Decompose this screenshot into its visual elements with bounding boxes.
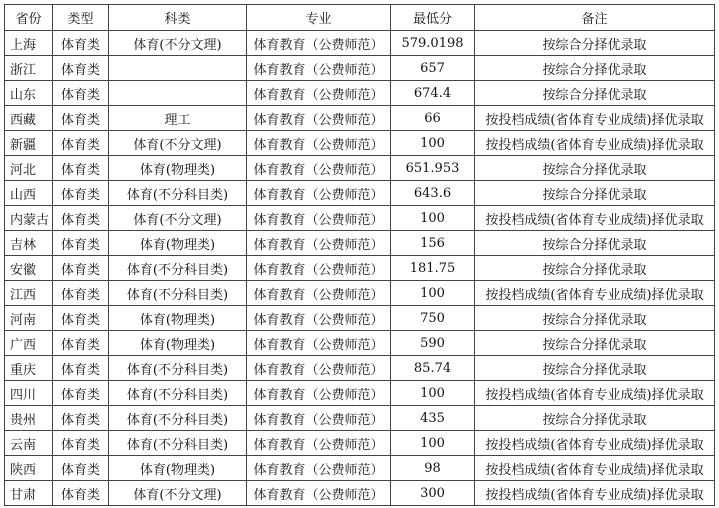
- major-cell: 体育教育（公费师范）: [247, 106, 391, 131]
- min-score-cell: 100: [391, 281, 475, 306]
- province-cell: 江西: [5, 281, 53, 306]
- major-cell: 体育教育（公费师范）: [247, 431, 391, 456]
- subject-category-cell: 体育(物理类): [109, 156, 247, 181]
- province-cell: 甘肃: [5, 481, 53, 506]
- min-score-cell: 100: [391, 431, 475, 456]
- province-cell: 上海: [5, 31, 53, 56]
- province-cell: 贵州: [5, 406, 53, 431]
- table-row: [5, 231, 715, 256]
- header-province: 省份: [5, 5, 53, 31]
- province-cell: 内蒙古: [5, 206, 53, 231]
- type-cell: 体育类: [53, 106, 109, 131]
- remarks-cell: 按综合分择优录取: [475, 81, 715, 106]
- remarks-cell: 按投档成绩(省体育专业成绩)择优录取: [475, 431, 715, 456]
- remarks-cell: 按投档成绩(省体育专业成绩)择优录取: [475, 206, 715, 231]
- table-row: [5, 356, 715, 381]
- subject-category-cell: [109, 81, 247, 106]
- min-score-cell: 435: [391, 406, 475, 431]
- table-row: [5, 456, 715, 481]
- province-cell: 重庆: [5, 356, 53, 381]
- subject-category-cell: 体育(不分科目类): [109, 431, 247, 456]
- subject-category-cell: 体育(不分科目类): [109, 256, 247, 281]
- type-cell: 体育类: [53, 331, 109, 356]
- major-cell: 体育教育（公费师范）: [247, 356, 391, 381]
- subject-category-cell: 体育(不分文理): [109, 131, 247, 156]
- major-cell: 体育教育（公费师范）: [247, 306, 391, 331]
- header-type: 类型: [53, 5, 109, 31]
- min-score-cell: 750: [391, 306, 475, 331]
- remarks-cell: 按投档成绩(省体育专业成绩)择优录取: [475, 131, 715, 156]
- major-cell: 体育教育（公费师范）: [247, 31, 391, 56]
- table-header-row: [5, 5, 715, 31]
- type-cell: 体育类: [53, 456, 109, 481]
- table-row: [5, 206, 715, 231]
- table-row: [5, 181, 715, 206]
- header-min-score: 最低分: [391, 5, 475, 31]
- subject-category-cell: 体育(物理类): [109, 456, 247, 481]
- type-cell: 体育类: [53, 181, 109, 206]
- major-cell: 体育教育（公费师范）: [247, 381, 391, 406]
- min-score-cell: 66: [391, 106, 475, 131]
- table-row: [5, 281, 715, 306]
- type-cell: 体育类: [53, 231, 109, 256]
- remarks-cell: 按综合分择优录取: [475, 256, 715, 281]
- type-cell: 体育类: [53, 406, 109, 431]
- province-cell: 河南: [5, 306, 53, 331]
- major-cell: 体育教育（公费师范）: [247, 206, 391, 231]
- remarks-cell: 按综合分择优录取: [475, 331, 715, 356]
- remarks-cell: 按综合分择优录取: [475, 231, 715, 256]
- remarks-cell: 按投档成绩(省体育专业成绩)择优录取: [475, 281, 715, 306]
- major-cell: 体育教育（公费师范）: [247, 56, 391, 81]
- major-cell: 体育教育（公费师范）: [247, 481, 391, 506]
- province-cell: 西藏: [5, 106, 53, 131]
- type-cell: 体育类: [53, 356, 109, 381]
- subject-category-cell: 体育(物理类): [109, 331, 247, 356]
- province-cell: 浙江: [5, 56, 53, 81]
- subject-category-cell: 体育(不分文理): [109, 31, 247, 56]
- subject-category-cell: 体育(不分文理): [109, 481, 247, 506]
- min-score-cell: 651.953: [391, 156, 475, 181]
- table-row: [5, 31, 715, 56]
- province-cell: 云南: [5, 431, 53, 456]
- subject-category-cell: 体育(不分科目类): [109, 281, 247, 306]
- type-cell: 体育类: [53, 156, 109, 181]
- table-row: [5, 431, 715, 456]
- table-row: [5, 131, 715, 156]
- min-score-cell: 100: [391, 131, 475, 156]
- province-cell: 新疆: [5, 131, 53, 156]
- table-row: [5, 256, 715, 281]
- table-row: [5, 306, 715, 331]
- table-row: [5, 56, 715, 81]
- province-cell: 河北: [5, 156, 53, 181]
- subject-category-cell: 体育(不分科目类): [109, 406, 247, 431]
- header-remarks: 备注: [475, 5, 715, 31]
- min-score-cell: 643.6: [391, 181, 475, 206]
- major-cell: 体育教育（公费师范）: [247, 256, 391, 281]
- subject-category-cell: [109, 56, 247, 81]
- admission-score-table: [4, 4, 715, 506]
- subject-category-cell: 体育(物理类): [109, 306, 247, 331]
- major-cell: 体育教育（公费师范）: [247, 81, 391, 106]
- major-cell: 体育教育（公费师范）: [247, 181, 391, 206]
- major-cell: 体育教育（公费师范）: [247, 131, 391, 156]
- min-score-cell: 181.75: [391, 256, 475, 281]
- major-cell: 体育教育（公费师范）: [247, 281, 391, 306]
- province-cell: 安徽: [5, 256, 53, 281]
- province-cell: 山东: [5, 81, 53, 106]
- province-cell: 四川: [5, 381, 53, 406]
- table-row: [5, 81, 715, 106]
- subject-category-cell: 体育(不分文理): [109, 206, 247, 231]
- type-cell: 体育类: [53, 256, 109, 281]
- major-cell: 体育教育（公费师范）: [247, 331, 391, 356]
- table-row: [5, 481, 715, 506]
- min-score-cell: 156: [391, 231, 475, 256]
- type-cell: 体育类: [53, 206, 109, 231]
- min-score-cell: 657: [391, 56, 475, 81]
- province-cell: 广西: [5, 331, 53, 356]
- remarks-cell: 按投档成绩(省体育专业成绩)择优录取: [475, 481, 715, 506]
- major-cell: 体育教育（公费师范）: [247, 156, 391, 181]
- min-score-cell: 579.0198: [391, 31, 475, 56]
- min-score-cell: 85.74: [391, 356, 475, 381]
- type-cell: 体育类: [53, 81, 109, 106]
- type-cell: 体育类: [53, 131, 109, 156]
- major-cell: 体育教育（公费师范）: [247, 406, 391, 431]
- subject-category-cell: 体育(物理类): [109, 231, 247, 256]
- min-score-cell: 98: [391, 456, 475, 481]
- min-score-cell: 590: [391, 331, 475, 356]
- header-subject-category: 科类: [109, 5, 247, 31]
- type-cell: 体育类: [53, 431, 109, 456]
- min-score-cell: 674.4: [391, 81, 475, 106]
- remarks-cell: 按综合分择优录取: [475, 31, 715, 56]
- province-cell: 陕西: [5, 456, 53, 481]
- remarks-cell: 按综合分择优录取: [475, 356, 715, 381]
- type-cell: 体育类: [53, 31, 109, 56]
- remarks-cell: 按综合分择优录取: [475, 406, 715, 431]
- remarks-cell: 按投档成绩(省体育专业成绩)择优录取: [475, 381, 715, 406]
- remarks-cell: 按综合分择优录取: [475, 181, 715, 206]
- province-cell: 吉林: [5, 231, 53, 256]
- remarks-cell: 按综合分择优录取: [475, 306, 715, 331]
- major-cell: 体育教育（公费师范）: [247, 231, 391, 256]
- subject-category-cell: 理工: [109, 106, 247, 131]
- admission-score-table-container: [4, 4, 715, 506]
- min-score-cell: 100: [391, 206, 475, 231]
- remarks-cell: 按综合分择优录取: [475, 56, 715, 81]
- table-row: [5, 406, 715, 431]
- remarks-cell: 按投档成绩(省体育专业成绩)择优录取: [475, 456, 715, 481]
- min-score-cell: 100: [391, 381, 475, 406]
- table-row: [5, 381, 715, 406]
- type-cell: 体育类: [53, 56, 109, 81]
- header-major: 专业: [247, 5, 391, 31]
- type-cell: 体育类: [53, 381, 109, 406]
- table-row: [5, 106, 715, 131]
- remarks-cell: 按综合分择优录取: [475, 156, 715, 181]
- province-cell: 山西: [5, 181, 53, 206]
- remarks-cell: 按投档成绩(省体育专业成绩)择优录取: [475, 106, 715, 131]
- table-row: [5, 331, 715, 356]
- subject-category-cell: 体育(不分科目类): [109, 381, 247, 406]
- type-cell: 体育类: [53, 281, 109, 306]
- type-cell: 体育类: [53, 481, 109, 506]
- subject-category-cell: 体育(不分科目类): [109, 356, 247, 381]
- type-cell: 体育类: [53, 306, 109, 331]
- table-row: [5, 156, 715, 181]
- min-score-cell: 300: [391, 481, 475, 506]
- subject-category-cell: 体育(不分科目类): [109, 181, 247, 206]
- major-cell: 体育教育（公费师范）: [247, 456, 391, 481]
